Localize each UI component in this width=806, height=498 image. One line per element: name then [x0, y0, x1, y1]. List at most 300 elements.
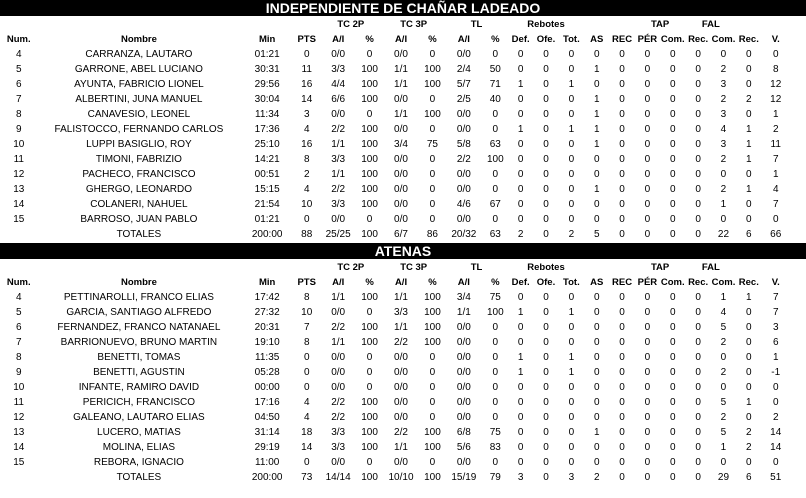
stat-cell: 1/1 — [394, 292, 408, 303]
stat-cell: 0/0 — [456, 367, 471, 378]
stat-cell: 1 — [593, 64, 600, 75]
stat-cell: 0 — [593, 169, 600, 180]
stat-cell: 0 — [492, 397, 499, 408]
stat-cell: 0/0 — [394, 49, 408, 60]
stat-cell: 0 — [543, 412, 549, 423]
stat-cell: 0 — [669, 397, 676, 408]
stat-cell: 2 — [772, 124, 779, 135]
stat-cell: 0 — [303, 367, 310, 378]
player-row — [0, 440, 790, 455]
stat-cell: 11 — [13, 154, 24, 165]
stat-cell: 14 — [13, 442, 25, 453]
stat-cell: 1 — [746, 184, 752, 195]
stat-cell: 0 — [366, 382, 373, 393]
total-cell: 0 — [619, 472, 625, 483]
stat-cell: 0 — [644, 199, 651, 210]
stat-cell: 0 — [543, 427, 549, 438]
group-header-empty — [584, 260, 635, 275]
column-header: A/I — [457, 277, 470, 288]
stat-cell: 0/0 — [394, 154, 408, 165]
total-cell: 88 — [301, 229, 313, 240]
stat-cell: 12 — [13, 169, 25, 180]
group-header: TC 3P — [400, 262, 428, 273]
player-row — [0, 350, 790, 365]
stat-cell: 0/0 — [456, 184, 471, 195]
stat-cell: 0 — [593, 199, 600, 210]
stat-cell: 1/1 — [394, 64, 408, 75]
stat-cell: 00:51 — [254, 169, 280, 180]
stat-cell: 0 — [720, 169, 727, 180]
stat-cell: 4 — [303, 397, 310, 408]
stat-cell: 0 — [669, 457, 676, 468]
stat-cell: 0 — [543, 457, 549, 468]
stat-cell: 1/1 — [394, 79, 408, 90]
stat-cell: 0 — [517, 169, 524, 180]
stat-cell: 0 — [429, 397, 436, 408]
stat-cell: 0 — [644, 322, 651, 333]
stat-cell: 0 — [644, 382, 651, 393]
stat-cell: 1/1 — [331, 169, 346, 180]
stat-cell: 0 — [517, 457, 524, 468]
total-cell: 14/14 — [325, 472, 351, 483]
stat-cell: 6 — [15, 79, 22, 90]
stat-cell: 2 — [720, 412, 727, 423]
player-name: AYUNTA, FABRICIO LIONEL — [74, 79, 204, 90]
column-header: Com. — [660, 34, 685, 45]
stat-cell: 00:00 — [254, 382, 280, 393]
stat-cell: 0 — [517, 139, 524, 150]
stat-cell: 1 — [568, 79, 575, 90]
player-name: REBORA, IGNACIO — [93, 457, 184, 468]
total-cell: 79 — [489, 472, 501, 483]
stat-cell: 0 — [593, 214, 600, 225]
column-header: Rec. — [688, 277, 709, 288]
stat-cell: 0 — [619, 442, 625, 453]
stat-cell: 100 — [424, 442, 441, 453]
stat-cell: 0 — [593, 292, 600, 303]
stat-cell: 0 — [517, 184, 524, 195]
stat-cell: 0/0 — [456, 337, 471, 348]
stat-cell: 0 — [746, 169, 752, 180]
stat-cell: 0 — [492, 367, 499, 378]
stat-cell: 0 — [695, 184, 701, 195]
stat-cell: 0 — [746, 352, 752, 363]
stat-cell: 0 — [429, 457, 436, 468]
stat-cell: 0 — [543, 49, 549, 60]
column-header: % — [491, 34, 500, 45]
stat-cell: 1/1 — [331, 337, 346, 348]
stat-cell: 100 — [361, 442, 378, 453]
stat-cell: 0/0 — [331, 109, 346, 120]
column-header-row — [0, 32, 790, 47]
stat-cell: 0 — [669, 139, 676, 150]
player-name: BENETTI, AGUSTIN — [93, 367, 185, 378]
stat-cell: 14 — [301, 94, 313, 105]
stat-cell: 7 — [772, 199, 779, 210]
stat-cell: 0 — [746, 199, 752, 210]
stat-cell: 0 — [303, 457, 310, 468]
stat-cell: 0 — [695, 457, 701, 468]
stat-cell: 0 — [644, 412, 651, 423]
stat-cell: 0 — [517, 382, 524, 393]
stat-cell: 1 — [746, 124, 752, 135]
stat-cell: 14:21 — [254, 154, 280, 165]
total-cell: 6 — [746, 472, 752, 483]
player-name: COLANERI, NAHUEL — [90, 199, 188, 210]
total-cell: 22 — [717, 229, 730, 240]
stat-cell: 1 — [746, 154, 752, 165]
player-row — [0, 455, 790, 470]
stat-cell: 100 — [424, 307, 441, 318]
stat-cell: 4 — [720, 307, 727, 318]
stat-cell: 0 — [644, 337, 651, 348]
stat-cell: 0 — [593, 352, 600, 363]
stat-cell: 19:10 — [254, 337, 280, 348]
stat-cell: 0 — [568, 64, 575, 75]
stat-cell: 20:31 — [254, 322, 280, 333]
stat-cell: 0 — [695, 382, 701, 393]
column-header: % — [491, 277, 500, 288]
player-name: LUCERO, MATIAS — [97, 427, 181, 438]
stat-cell: 0 — [543, 292, 549, 303]
stat-cell: 0 — [429, 199, 436, 210]
total-cell: 0 — [695, 229, 701, 240]
stat-cell: 0 — [644, 352, 651, 363]
stat-cell: 0 — [695, 292, 701, 303]
total-cell: 200:00 — [251, 229, 283, 240]
stat-cell: 11 — [301, 64, 312, 75]
stat-cell: 0 — [593, 457, 600, 468]
stat-cell: 0 — [492, 412, 499, 423]
stat-cell: 0 — [644, 367, 651, 378]
stat-cell: 0 — [568, 337, 575, 348]
column-header: Com. — [660, 277, 685, 288]
column-header: REC — [612, 34, 633, 45]
stat-cell: 1 — [517, 367, 524, 378]
column-header: Nombre — [120, 277, 157, 288]
stat-cell: 2/2 — [331, 184, 346, 195]
stat-cell: 0 — [492, 49, 499, 60]
stat-cell: 0 — [619, 214, 625, 225]
stat-cell: 0 — [593, 412, 600, 423]
stat-cell: 3 — [720, 79, 727, 90]
stat-cell: 0 — [644, 442, 651, 453]
stat-cell: 0 — [568, 199, 575, 210]
stat-cell: 8 — [303, 292, 310, 303]
stat-cell: 4 — [303, 412, 310, 423]
stat-cell: 2/2 — [331, 412, 346, 423]
stat-cell: 0 — [669, 307, 676, 318]
team-title-away: ATENAS — [0, 243, 806, 259]
stat-cell: 5/6 — [456, 442, 471, 453]
stat-cell: 0 — [543, 382, 549, 393]
stat-cell: 21:54 — [254, 199, 280, 210]
stat-cell: 12 — [13, 412, 25, 423]
stat-cell: 100 — [486, 307, 504, 318]
stat-cell: 75 — [489, 427, 501, 438]
stat-cell: 30:31 — [254, 64, 280, 75]
stat-cell: 2/2 — [331, 322, 346, 333]
total-cell: 86 — [426, 229, 438, 240]
stat-cell: 0/0 — [394, 412, 408, 423]
stat-cell: 4 — [720, 124, 727, 135]
stat-cell: 0 — [746, 322, 752, 333]
stat-cell: 0 — [517, 199, 524, 210]
stat-cell: 0 — [568, 397, 575, 408]
total-cell: 0 — [644, 229, 651, 240]
total-cell: 0 — [695, 472, 701, 483]
player-row — [0, 77, 790, 92]
stat-cell: 4 — [15, 49, 22, 60]
stat-cell: 0 — [669, 367, 676, 378]
player-row — [0, 107, 790, 122]
stat-cell: 0 — [517, 109, 524, 120]
player-name: CANAVESIO, LEONEL — [87, 109, 191, 120]
stat-cell: 3/3 — [331, 199, 346, 210]
stat-cell: 0 — [568, 109, 575, 120]
stat-cell: 2 — [772, 412, 779, 423]
stat-cell: 0 — [644, 124, 651, 135]
stat-cell: 0/0 — [456, 397, 471, 408]
stat-cell: 100 — [424, 427, 441, 438]
stat-cell: 3/4 — [456, 292, 471, 303]
stat-cell: 1/1 — [394, 442, 408, 453]
stat-cell: 0 — [593, 307, 600, 318]
stat-cell: 8 — [15, 352, 22, 363]
total-cell: 0 — [543, 229, 549, 240]
stat-cell: 0 — [568, 214, 575, 225]
stat-cell: 0 — [517, 337, 524, 348]
stat-cell: 11:00 — [255, 457, 280, 468]
stat-cell: 100 — [361, 292, 378, 303]
player-row — [0, 212, 790, 227]
stat-cell: 0 — [517, 427, 524, 438]
group-header: FAL — [701, 262, 720, 273]
stat-cell: 1 — [772, 109, 779, 120]
stat-cell: 4 — [772, 184, 779, 195]
stat-cell: 1 — [568, 307, 575, 318]
stat-cell: 5 — [15, 64, 22, 75]
stat-cell: 7 — [772, 154, 779, 165]
stat-cell: 0 — [695, 397, 701, 408]
column-header-row — [0, 275, 790, 290]
stat-cell: 1/1 — [394, 109, 408, 120]
stat-cell: 0 — [644, 457, 651, 468]
total-cell: 6 — [746, 229, 752, 240]
stat-cell: 0 — [695, 109, 701, 120]
stat-cell: 0 — [619, 64, 625, 75]
total-cell: 51 — [770, 472, 782, 483]
stat-cell: 4 — [303, 184, 310, 195]
column-header: AS — [590, 277, 604, 288]
stat-cell: 0 — [669, 382, 676, 393]
stat-cell: 18 — [301, 427, 313, 438]
stat-cell: 2/2 — [394, 337, 408, 348]
stat-cell: 6/6 — [331, 94, 346, 105]
stat-cell: 5/7 — [456, 79, 471, 90]
stat-cell: 3/3 — [394, 307, 408, 318]
player-row — [0, 152, 790, 167]
stat-cell: 0 — [669, 109, 676, 120]
stat-cell: 1/1 — [394, 322, 408, 333]
stat-cell: 0 — [492, 337, 499, 348]
group-header-empty — [584, 17, 635, 32]
stat-cell: 0 — [619, 457, 625, 468]
stat-cell: 12 — [770, 79, 782, 90]
group-header: TC 2P — [337, 262, 365, 273]
stat-cell: 0 — [644, 214, 651, 225]
column-header: A/I — [332, 34, 345, 45]
stat-cell: 0 — [543, 352, 549, 363]
stat-cell: 25:10 — [254, 139, 280, 150]
stat-cell: 0 — [695, 94, 701, 105]
stat-cell: 0 — [619, 94, 625, 105]
stat-cell: 0 — [366, 307, 373, 318]
column-header: % — [365, 277, 374, 288]
stat-cell: 0 — [720, 382, 727, 393]
stat-cell: 0 — [669, 292, 676, 303]
column-header: Def. — [511, 34, 530, 45]
stat-cell: 01:21 — [254, 214, 280, 225]
stat-cell: 5 — [15, 307, 22, 318]
stat-cell: 100 — [361, 184, 378, 195]
stat-cell: 1 — [568, 352, 575, 363]
stat-cell: 0/0 — [394, 199, 408, 210]
stat-cell: 0 — [568, 412, 575, 423]
stat-cell: 1 — [746, 139, 752, 150]
totals-row — [0, 227, 790, 242]
stat-cell: 0 — [644, 49, 651, 60]
stat-cell: 0/0 — [394, 214, 408, 225]
stat-cell: 0/0 — [331, 382, 346, 393]
column-header: Def. — [511, 277, 530, 288]
stat-cell: 0 — [669, 94, 676, 105]
stat-cell: 0 — [619, 397, 625, 408]
column-header: Com. — [711, 34, 736, 45]
stat-cell: 0 — [568, 382, 575, 393]
stat-cell: 0 — [429, 154, 436, 165]
stat-cell: 0/0 — [394, 397, 408, 408]
stat-cell: 0 — [669, 79, 676, 90]
stat-cell: 0 — [543, 169, 549, 180]
column-header: Num. — [6, 277, 31, 288]
stat-cell: 0 — [593, 397, 600, 408]
stat-cell: 0 — [772, 397, 779, 408]
stat-cell: 0/0 — [394, 382, 408, 393]
total-cell: 0 — [644, 472, 651, 483]
stat-cell: 05:28 — [254, 367, 280, 378]
stat-cell: 0/0 — [456, 382, 471, 393]
group-header-empty — [736, 17, 790, 32]
stat-cell: 10 — [13, 139, 25, 150]
stat-cell: 0 — [619, 199, 625, 210]
stat-cell: 0 — [669, 352, 676, 363]
stat-cell: 17:36 — [254, 124, 280, 135]
stat-cell: 100 — [361, 397, 378, 408]
stat-cell: 100 — [361, 322, 378, 333]
stat-cell: 0/0 — [331, 49, 346, 60]
total-cell: 63 — [489, 229, 501, 240]
column-header: Com. — [711, 277, 736, 288]
stat-cell: 0 — [619, 412, 625, 423]
stat-cell: 0 — [568, 427, 575, 438]
player-row — [0, 410, 790, 425]
player-row — [0, 425, 790, 440]
stat-cell: 0/0 — [456, 109, 471, 120]
player-row — [0, 167, 790, 182]
stat-cell: 0 — [720, 214, 727, 225]
stat-cell: 1 — [720, 442, 727, 453]
stat-cell: 0/0 — [394, 169, 408, 180]
stat-cell: 1 — [746, 292, 752, 303]
column-header: REC — [612, 277, 633, 288]
stat-cell: 100 — [361, 139, 378, 150]
stat-cell: 0/0 — [456, 124, 471, 135]
stat-cell: 0/0 — [331, 352, 346, 363]
stat-cell: 2/2 — [394, 427, 408, 438]
stat-cell: 14 — [770, 442, 782, 453]
stat-cell: 0/0 — [394, 94, 408, 105]
group-header: FAL — [701, 19, 720, 30]
away-stats-table — [0, 260, 790, 485]
group-header-row — [0, 260, 790, 275]
stat-cell: 2 — [303, 169, 310, 180]
stat-cell: 0 — [366, 109, 373, 120]
column-header: % — [428, 34, 437, 45]
stat-cell: 5 — [720, 427, 727, 438]
stat-cell: 0 — [593, 367, 600, 378]
player-name: INFANTE, RAMIRO DAVID — [78, 382, 200, 393]
stat-cell: 0 — [619, 169, 625, 180]
stat-cell: 0/0 — [331, 367, 346, 378]
stat-cell: 0 — [568, 184, 575, 195]
stat-cell: 9 — [15, 124, 22, 135]
stat-cell: 10 — [301, 199, 313, 210]
player-name: BENETTI, TOMAS — [97, 352, 181, 363]
player-name: CARRANZA, LAUTARO — [85, 49, 193, 60]
stat-cell: 3/3 — [331, 64, 346, 75]
stat-cell: 0 — [517, 397, 524, 408]
stat-cell: 17:16 — [254, 397, 280, 408]
group-header: Rebotes — [527, 19, 565, 30]
group-header-empty — [736, 260, 790, 275]
stat-cell: 7 — [303, 322, 310, 333]
player-name: LUPPI BASIGLIO, ROY — [86, 139, 192, 150]
stat-cell: 8 — [303, 337, 310, 348]
player-row — [0, 380, 790, 395]
total-cell: 73 — [301, 472, 313, 483]
stat-cell: 0 — [772, 382, 779, 393]
stat-cell: 31:14 — [254, 427, 280, 438]
stat-cell: 7 — [15, 337, 22, 348]
stat-cell: 0 — [695, 214, 701, 225]
stat-cell: 7 — [772, 307, 779, 318]
stat-cell: 11 — [770, 139, 781, 150]
stat-cell: 0 — [669, 199, 676, 210]
total-cell: 20/32 — [451, 229, 477, 240]
stat-cell: 16 — [301, 79, 313, 90]
stat-cell: 0 — [543, 139, 549, 150]
stat-cell: 27:32 — [254, 307, 280, 318]
column-header: Tot. — [563, 34, 580, 45]
player-row — [0, 62, 790, 77]
stat-cell: 0 — [619, 292, 625, 303]
column-header: Num. — [6, 34, 31, 45]
stat-cell: 0/0 — [456, 169, 471, 180]
stat-cell: 0 — [543, 214, 549, 225]
stat-cell: 0 — [492, 184, 499, 195]
stat-cell: 0 — [644, 397, 651, 408]
